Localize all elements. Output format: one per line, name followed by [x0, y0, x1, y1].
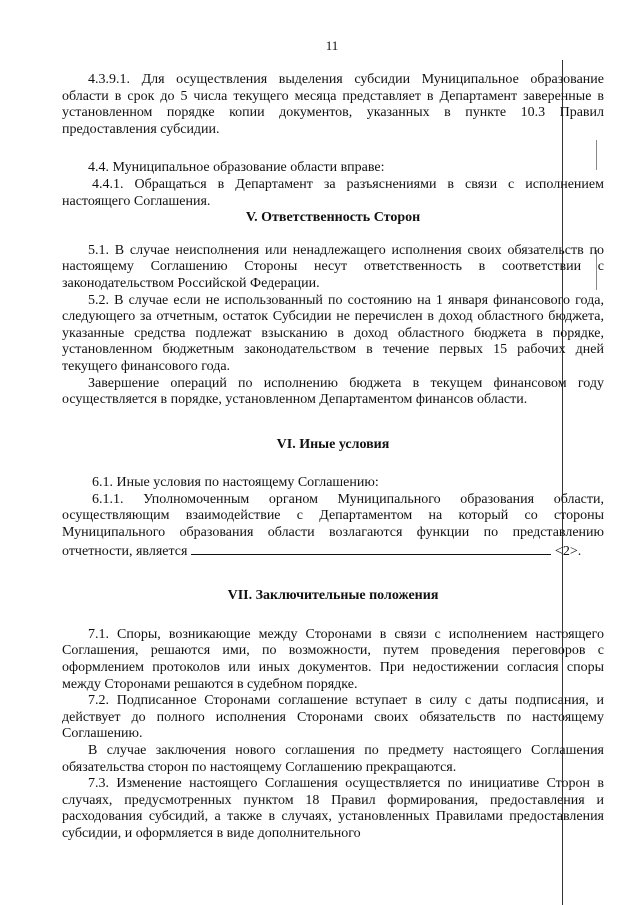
paragraph-4-4-1: 4.4.1. Обращаться в Департамент за разъяснениями в связи с исполнением настоящего Соглашения. — [62, 176, 604, 209]
document-body — [62, 72, 604, 843]
paragraph-7-2-continued: В случае заключения нового соглашения по предмету настоящего Соглашения обязательства сторон по настоящему Соглашению прекращаются. — [62, 743, 604, 775]
section-heading-7: VII. Заключительные положения — [227, 588, 439, 604]
paragraph-4-4: 4.4. Муниципальное образование области вправе: — [88, 160, 385, 176]
footnote-ref: <2>. — [554, 543, 582, 559]
paragraph-7-2: 7.2. Подписанное Сторонами соглашение вступает в силу с даты подписания, и действует до полного исполнения Сторонами своих обязательств по настоящему Соглашению. — [62, 693, 604, 742]
paragraph-6-1: 6.1. Иные условия по настоящему Соглашению: — [92, 475, 379, 491]
section-heading-5: V. Ответственность Сторон — [245, 210, 421, 226]
paragraph-7-3: 7.3. Изменение настоящего Соглашения осуществляется по инициативе Сторон в случаях, предусмотренных пунктом 18 Правил формирования, предоставления и расходования субсидий, а также в случаях, установленных Правилами предоставления субсидии, и оформляется в виде дополнительного — [62, 776, 604, 841]
paragraph-6-1-1-text: 6.1.1. Уполномоченным органом Муниципального образования области, осуществляющим взаимодействие с Департаментом на который со стороны Муниципального образования области возлагаются функции по представлению отчетности, является — [62, 491, 604, 559]
paragraph-5-2: 5.2. В случае если не использованный по состоянию на 1 января финансового года, следующего за отчетным, остаток Субсидии не перечислен в доход областного бюджета, указанные средства подлежат взысканию в доход областного бюджета в порядке, установленном бюджетным законодательством в течение первых 15 рабочих дней текущего финансового года. — [62, 292, 604, 374]
page-number: 11 — [325, 38, 339, 53]
paragraph-7-1: 7.1. Споры, возникающие между Сторонами в связи с исполнением настоящего Соглашения, решаются ими, по возможности, путем проведения переговоров с оформлением протоколов или иных документов. При недостижении согласия споры между Сторонами решаются в судебном порядке. — [62, 626, 604, 692]
paragraph-4-3-9-1: 4.3.9.1. Для осуществления выделения субсидии Муниципальное образование области в срок до 5 числа текущего месяца представляет в Департамент заверенные в установленном порядке копии документов, указанных в пункте 10.3 Правил предоставления субсидии. — [62, 72, 604, 137]
paragraph-5-2-continued: Завершение операций по исполнению бюджета в текущем финансовом году осуществляется в порядке, установленном Департаментом финансов области. — [62, 375, 604, 408]
paragraph-5-1: 5.1. В случае неисполнения или ненадлежащего исполнения своих обязательств по настоящему Соглашению Стороны несут ответственность в соответствии с законодательством Российской Федерации. — [62, 242, 604, 291]
blank-fill-line — [191, 542, 551, 555]
section-heading-6: VI. Иные условия — [276, 436, 390, 452]
paragraph-6-1-1 — [62, 492, 604, 560]
